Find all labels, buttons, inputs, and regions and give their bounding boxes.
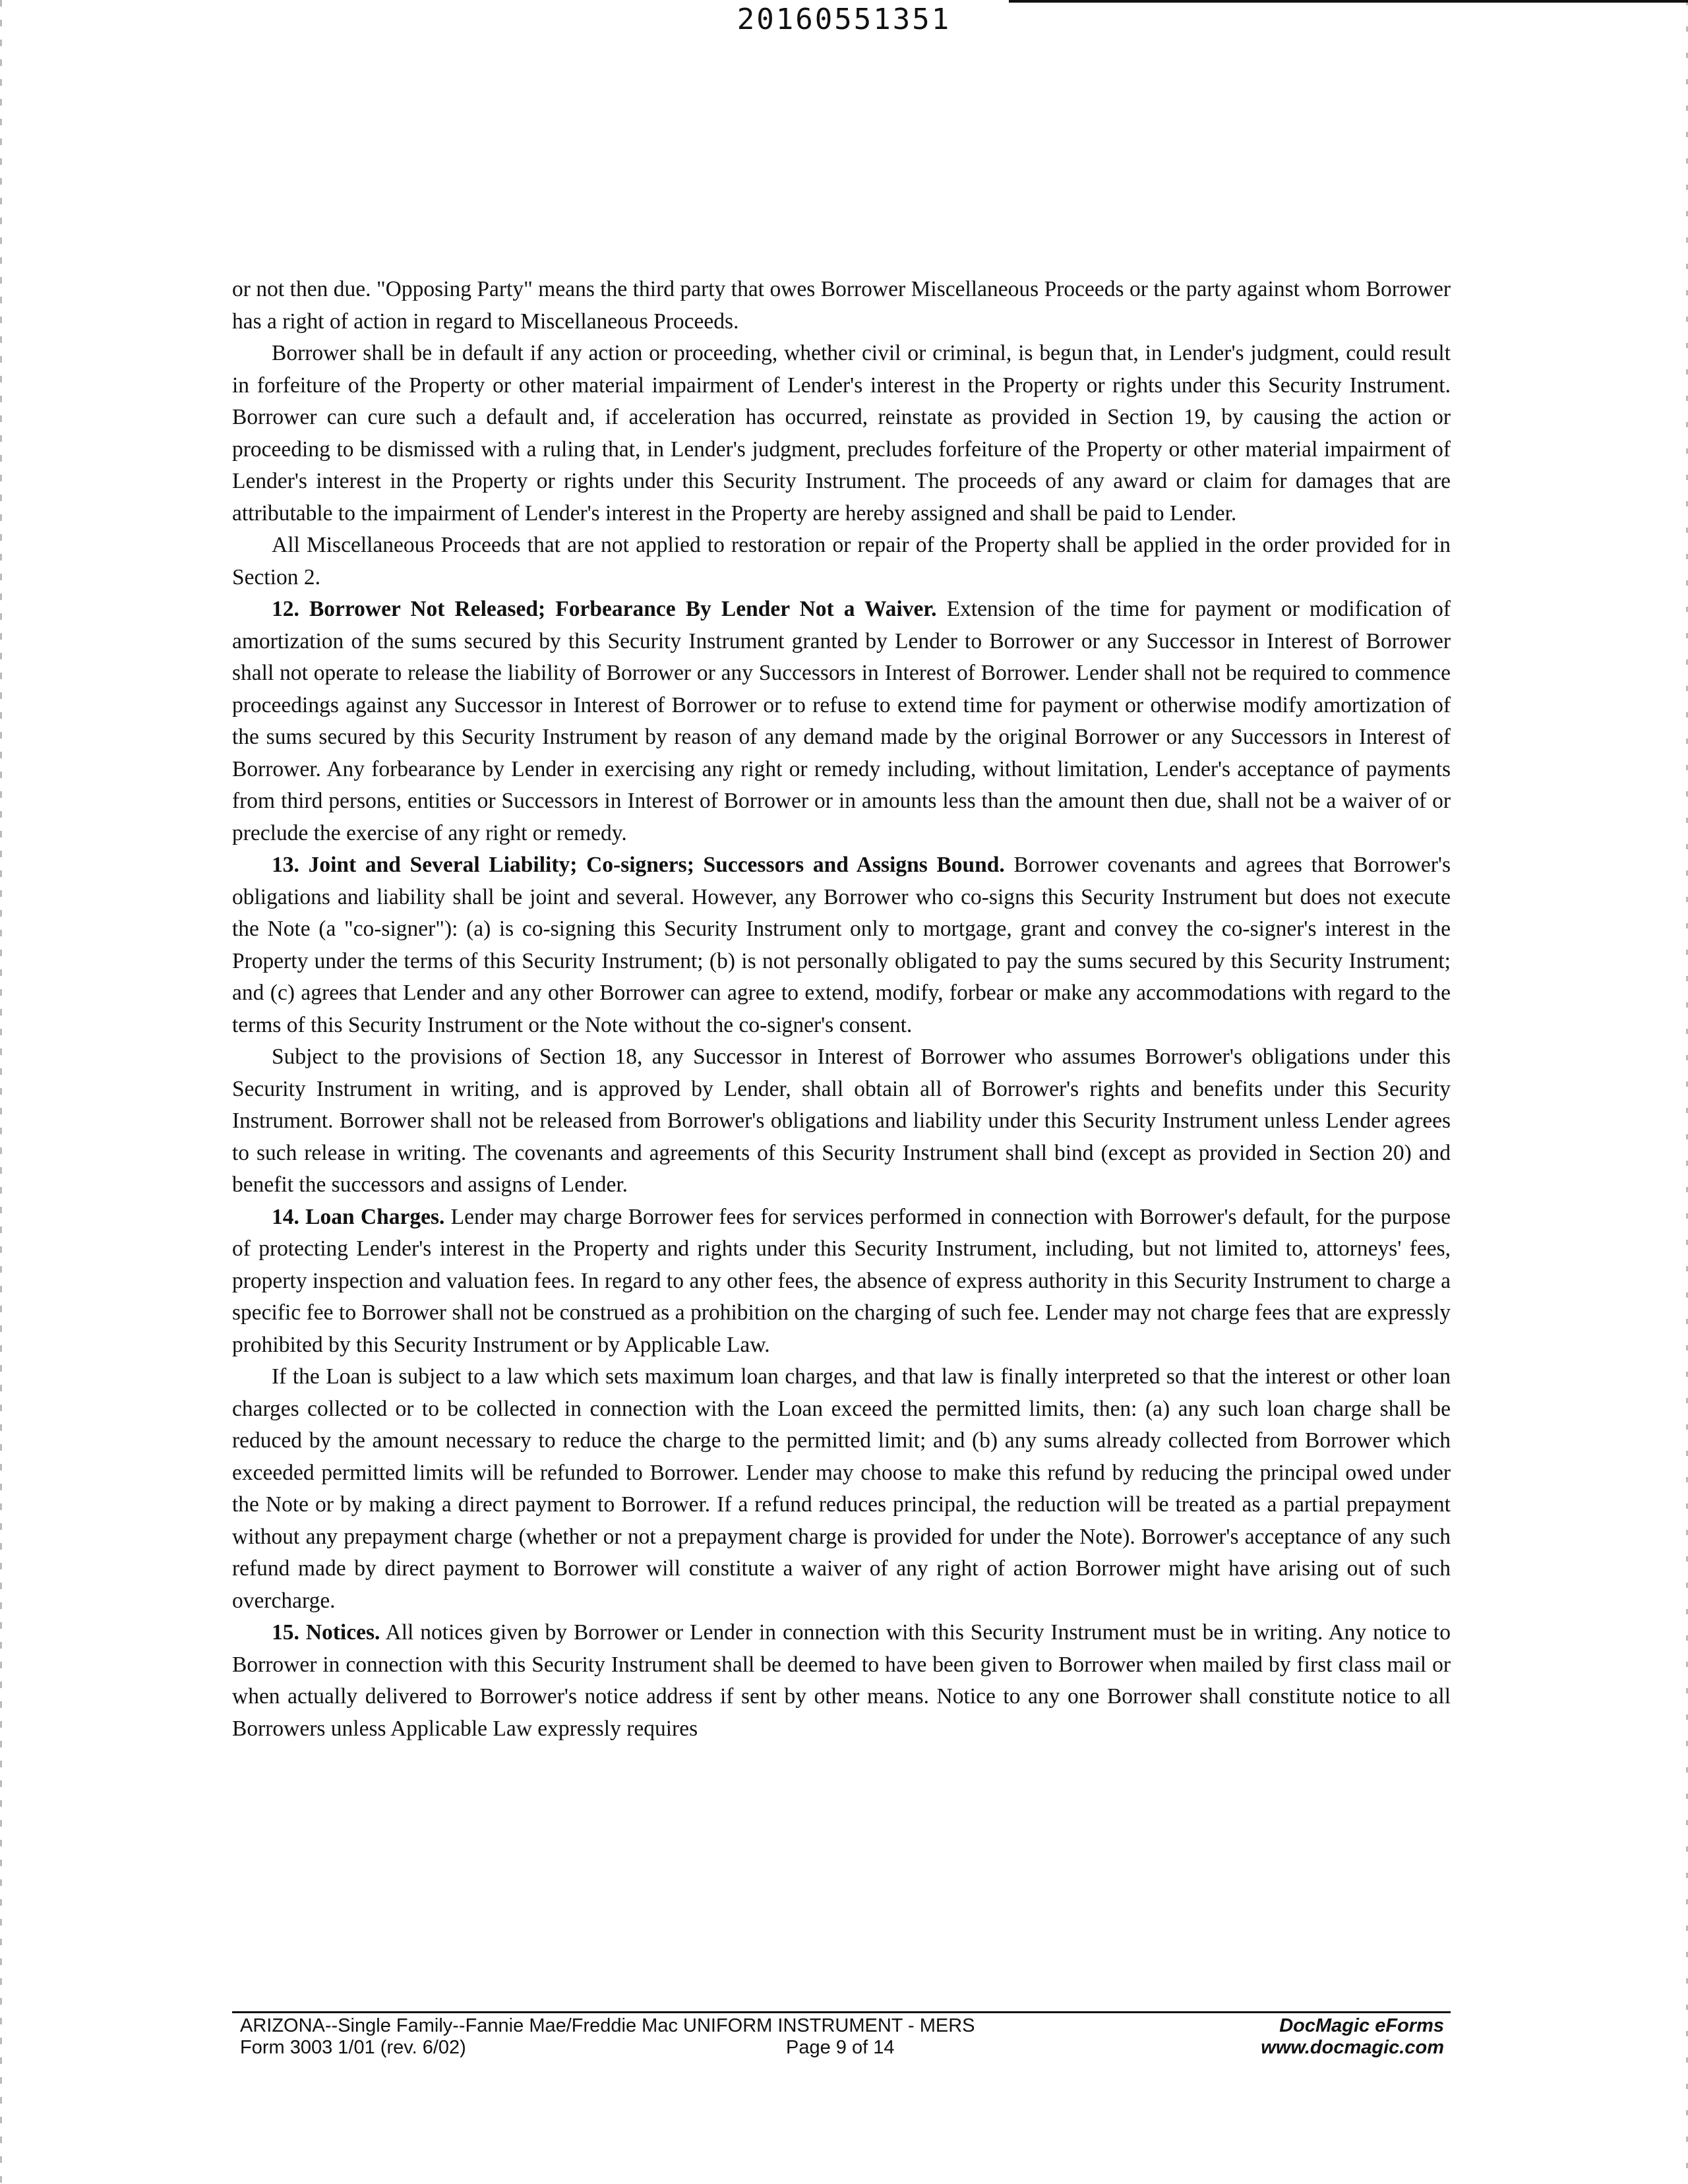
- form-number: Form 3003 1/01 (rev. 6/02): [240, 2037, 466, 2058]
- section-13-heading: 13. Joint and Several Liability; Co-signers; Successors and Assigns Bound.: [272, 853, 1005, 877]
- footer-right: [1261, 2015, 1444, 2059]
- section-13-paragraph-2: Subject to the provisions of Section 18, any Successor in Interest of Borrower who assumes Borrower's obligations under this Security Instrument in writing, and is approved by Lender, shall obtain all of Borrower's rights and benefits under this Security Instrument. Borrower shall not be released from Borrower's obligations and liability under this Security Instrument unless Lender agrees to such release in writing. The covenants and agreements of this Security Instrument shall bind (except as provided in Section 20) and benefit the successors and assigns of Lender.: [232, 1045, 1451, 1197]
- section-14: [232, 1201, 1451, 1362]
- section-12: [232, 593, 1451, 849]
- section-12-heading: 12. Borrower Not Released; Forbearance By Lender Not a Waiver.: [272, 597, 937, 621]
- paragraph-opposing-party: or not then due. "Opposing Party" means the third party that owes Borrower Miscellaneous Proceeds or the party against whom Borrower has a right of action in regard to Miscellaneous Proceeds.: [232, 277, 1451, 334]
- form-title: ARIZONA--Single Family--Fannie Mae/Freddie Mac UNIFORM INSTRUMENT - MERS: [240, 2015, 975, 2036]
- section-15-text: All notices given by Borrower or Lender in connection with this Security Instrument must be in writing. Any notice to Borrower in connection with this Security Instrument shall be deemed to have been given to Borrower when mailed by first class mail or when actually delivered to Borrower's notice address if sent by other means. Notice to any one Borrower shall constitute notice to all Borrowers unless Applicable Law expressly requires: [232, 1620, 1451, 1741]
- section-15-heading: 15. Notices.: [272, 1620, 380, 1645]
- paragraph-misc-proceeds: All Miscellaneous Proceeds that are not applied to restoration or repair of the Property shall be applied in the order provided for in Section 2.: [232, 533, 1451, 590]
- footer-rule: [232, 2011, 1451, 2013]
- document-body: [232, 274, 1451, 1745]
- section-12-text: Extension of the time for payment or modification of amortization of the sums secured by this Security Instrument granted by Lender to Borrower or any Successor in Interest of Borrower shall not operate to release the liability of Borrower or any Successors in Interest of Borrower. Lender shall not be required to commence proceedings against any Successor in Interest of Borrower or to refuse to extend time for payment or otherwise modify amortization of the sums secured by this Security Instrument by reason of any demand made by the original Borrower or any Successors in Interest of Borrower. Any forbearance by Lender in exercising any right or remedy including, without limitation, Lender's acceptance of payments from third persons, entities or Successors in Interest of Borrower or in amounts less than the amount then due, shall not be a waiver of or preclude the exercise of any right or remedy.: [232, 597, 1451, 845]
- brand-logo: DocMagic eForms: [1279, 2015, 1444, 2036]
- paragraph-default: Borrower shall be in default if any action or proceeding, whether civil or criminal, is begun that, in Lender's judgment, could result in forfeiture of the Property or other material impairment of Lender's interest in the Property or rights under this Security Instrument. Borrower can cure such a default and, if acceleration has occurred, reinstate as provided in Section 19, by causing the action or proceeding to be dismissed with a ruling that, in Lender's judgment, precludes forfeiture of the Property or other material impairment of Lender's interest in the Property or rights under this Security Instrument. The proceeds of any award or claim for damages that are attributable to the impairment of Lender's interest in the Property are hereby assigned and shall be paid to Lender.: [232, 341, 1451, 526]
- section-14-paragraph-2: If the Loan is subject to a law which sets maximum loan charges, and that law is finally interpreted so that the interest or other loan charges collected or to be collected in connection with the Loan exceed the permitted limits, then: (a) any such loan charge shall be reduced by the amount necessary to reduce the charge to the permitted limit; and (b) any sums already collected from Borrower which exceeded permitted limits will be refunded to Borrower. Lender may choose to make this refund by reducing the principal owed under the Note or by making a direct payment to Borrower. If a refund reduces principal, the reduction will be treated as a partial prepayment without any prepayment charge (whether or not a prepayment charge is provided for under the Note). Borrower's acceptance of any such refund made by direct payment to Borrower will constitute a waiver of any right of action Borrower might have arising out of such overcharge.: [232, 1364, 1451, 1613]
- page-footer: [232, 2015, 1451, 2061]
- section-13-text: Borrower covenants and agrees that Borrower's obligations and liability shall be joint and several. However, any Borrower who co-signs this Security Instrument but does not execute the Note (a "co-signer"): (a) is co-signing this Security Instrument only to mortgage, grant and convey the co-signer's interest in the Property under the terms of this Security Instrument; (b) is not personally obligated to pay the sums secured by this Security Instrument; and (c) agrees that Lender and any other Borrower can agree to extend, modify, forbear or make any accommodations with regard to the terms of this Security Instrument or the Note without the co-signer's consent.: [232, 853, 1451, 1037]
- website: www.docmagic.com: [1261, 2037, 1444, 2058]
- section-14-heading: 14. Loan Charges.: [272, 1204, 445, 1229]
- document-number: 20160551351: [737, 3, 951, 36]
- section-13: [232, 849, 1451, 1041]
- section-15: [232, 1617, 1451, 1745]
- scan-edge-left: [0, 0, 2, 2184]
- section-14-text: Lender may charge Borrower fees for services performed in connection with Borrower's default, for the purpose of protecting Lender's interest in the Property and rights under this Security Instrument, including, but not limited to, attorneys' fees, property inspection and valuation fees. In regard to any other fees, the absence of express authority in this Security Instrument to charge a specific fee to Borrower shall not be construed as a prohibition on the charging of such fee. Lender may not charge fees that are expressly prohibited by this Security Instrument or by Applicable Law.: [232, 1204, 1451, 1357]
- page-number: Page 9 of 14: [786, 2037, 895, 2058]
